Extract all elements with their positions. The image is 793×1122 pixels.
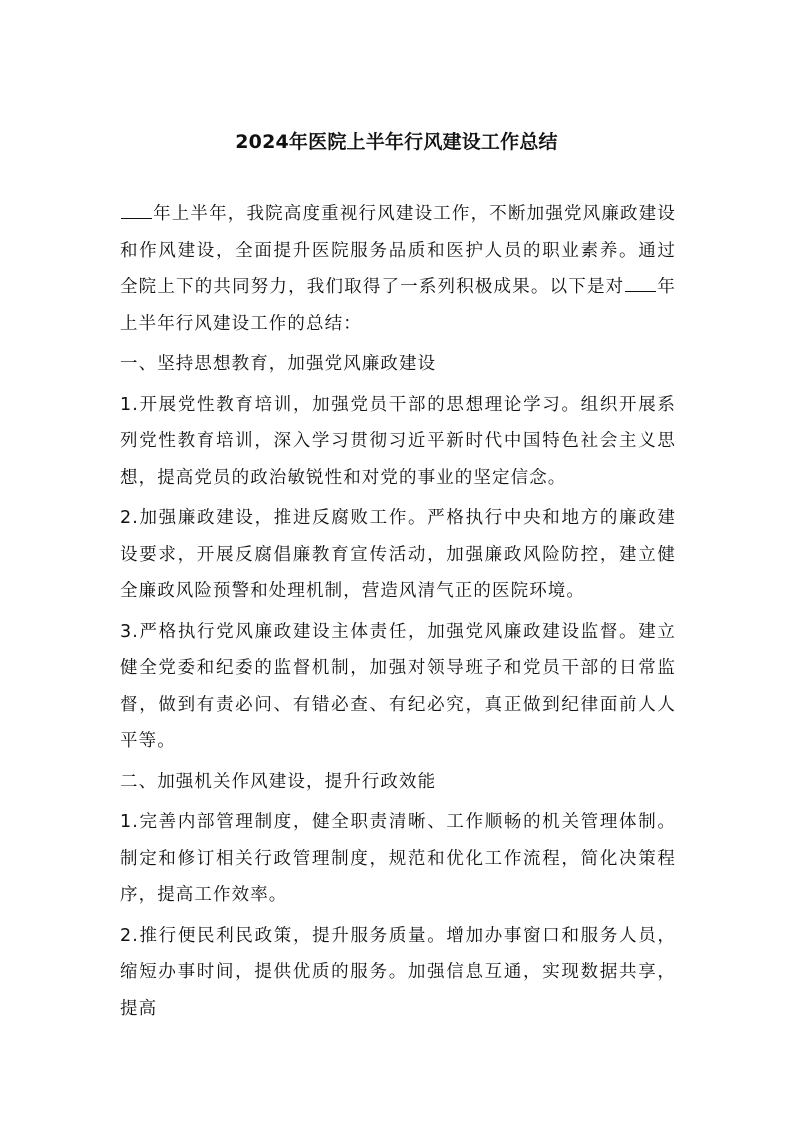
section1-item-2 [120,500,676,610]
document-title: 2024年医院上半年行风建设工作总结 [235,131,558,153]
year-blank [121,200,152,219]
section-heading-2: 二、加强机关作风建设，提升行政效能 [120,771,437,792]
section1-item-3 [120,614,676,760]
item-text: 严格执行党风廉政建设主体责任，加强党风廉政建设监督。建立健全党委和纪委的监督机制，加强对领导班子和党员干部的日常监督，做到有责必问、有错必查、有纪必究，真正做到纪律面前人人平等。 [120,621,676,751]
item-number: 2. [120,508,139,528]
section1-item-1 [120,387,676,497]
item-number: 2. [120,925,139,946]
section2-item-1 [120,804,676,914]
item-text: 开展党性教育培训，加强党员干部的思想理论学习。组织开展系列党性教育培训，深入学习贯彻习近平新时代中国特色社会主义思想，提高党员的政治敏锐性和对党的事业的坚定信念。 [120,394,676,488]
item-text: 推行便民利民政策，提升服务质量。增加办事窗口和服务人员，缩短办事时间，提供优质的服务。加强信息互通，实现数据共享，提高 [120,925,676,1019]
item-text: 完善内部管理制度，健全职责清晰、工作顺畅的机关管理体制。制定和修订相关行政管理制度，规范和优化工作流程，简化决策程序，提高工作效率。 [120,812,676,905]
intro-paragraph [120,196,676,342]
document-body [120,196,676,1031]
year-blank [625,273,656,292]
intro-text-part2: 年上半年行风建设工作的总结： [120,277,676,334]
item-text: 加强廉政建设，推进反腐败工作。严格执行中央和地方的廉政建设要求，开展反腐倡廉教育宣传活动，加强廉政风险防控，建立健全廉政风险预警和处理机制，营造风清气正的医院环境。 [120,508,676,601]
section-heading-1: 一、坚持思想教育，加强党风廉政建设 [120,354,437,374]
section2-item-2 [120,918,676,1028]
item-number: 1. [120,812,139,832]
intro-text-part1: 年上半年，我院高度重视行风建设工作，不断加强党风廉政建设和作风建设，全面提升医院服务品质和医护人员的职业素养。通过全院上下的共同努力，我们取得了一系列积极成果。以下是对 [120,204,676,297]
item-number: 1. [120,394,139,415]
item-number: 3. [120,621,139,642]
